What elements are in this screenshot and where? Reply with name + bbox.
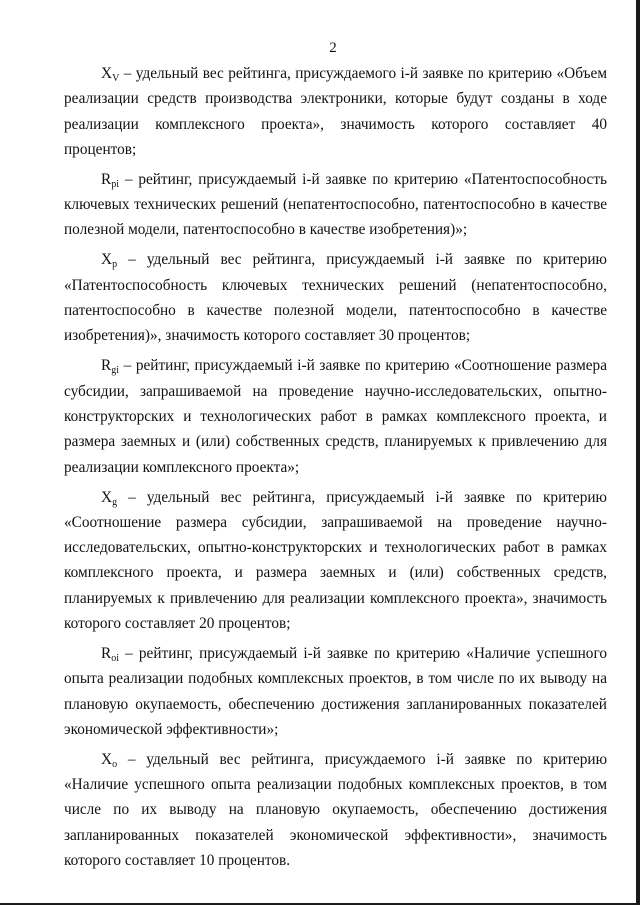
paragraph-text: – удельный вес рейтинга, присуждаемого i-й заявке по критерию «Наличие успешного опыта реализации подобных комплексных проектов, в том числе по их выводу на плановую окупаемость, обеспечению достижения запланированных показателей экономической эффективности», значимость которого составляет 10 процентов.: [64, 750, 607, 870]
formula-subscript: oi: [111, 652, 119, 664]
paragraph-text: – рейтинг, присуждаемый i-й заявке по критерию «Наличие успешного опыта реализации подобных комплексных проектов, в том числе по их выводу на плановую окупаемость, обеспечению достижения запланированных показателей экономической эффективности»;: [64, 644, 607, 738]
formula-subscript: V: [112, 73, 120, 84]
formula-symbol: X: [101, 65, 113, 82]
scan-edge-right: [636, 0, 640, 905]
paragraph-xg-weight: [64, 485, 607, 637]
formula-symbol: R: [101, 644, 112, 662]
paragraph-text: – рейтинг, присуждаемый i-й заявке по критерию «Патентоспособность ключевых технических решений (непатентоспособно, патентоспособно в качестве полезной модели, патентоспособно в качестве изобретения)»;: [64, 170, 607, 239]
formula-subscript: g: [112, 496, 118, 508]
formula-subscript: p: [112, 259, 118, 271]
document-body: [64, 61, 607, 878]
formula-subscript: o: [112, 758, 118, 770]
paragraph-xp-weight: [64, 247, 607, 348]
paragraph-text: – удельный вес рейтинга, присуждаемого i-й заявке по критерию «Объем реализации средств производства электроники, которые будут созданы в ходе реализации комплексного проекта», значимость которого составляет 40 процентов;: [64, 65, 607, 158]
page-number: 2: [329, 40, 337, 56]
formula-symbol: R: [101, 170, 112, 188]
formula-symbol: X: [101, 750, 113, 768]
paragraph-rgi-rating: [64, 353, 607, 479]
formula-subscript: pi: [111, 178, 119, 190]
paragraph-text: – удельный вес рейтинга, присуждаемый i-й заявке по критерию «Соотношение размера субсидии, запрашиваемой на проведение научно-исследовательских, опытно-конструкторских и технологических работ в рамках комплексного проекта, и размера заемных и (или) собственных средств, планируемых к привлечению для реализации комплексного проекта», значимость которого составляет 20 процентов;: [64, 488, 607, 632]
paragraph-rpi-rating: [64, 167, 607, 243]
paragraph-text: – рейтинг, присуждаемый i-й заявке по критерию «Соотношение размера субсидии, запрашиваемой на проведение научно-исследовательских, опытно-конструкторских и технологических работ в рамках комплексного проекта, и размера заемных и (или) собственных средств, планируемых к привлечению для реализации комплексного проекта»;: [64, 357, 607, 476]
paragraph-roi-rating: [64, 641, 607, 742]
formula-subscript: gi: [111, 365, 119, 377]
paragraph-text: – удельный вес рейтинга, присуждаемый i-й заявке по критерию «Патентоспособность ключевых технических решений (непатентоспособно, патентоспособно в качестве полезной модели, патентоспособно в качестве изобретения)», значимость которого составляет 30 процентов;: [64, 251, 607, 345]
formula-symbol: X: [101, 488, 113, 506]
formula-symbol: R: [101, 357, 112, 375]
formula-symbol: X: [101, 251, 113, 269]
paragraph-xv-weight: [64, 61, 607, 162]
paragraph-xo-weight: [64, 747, 607, 873]
